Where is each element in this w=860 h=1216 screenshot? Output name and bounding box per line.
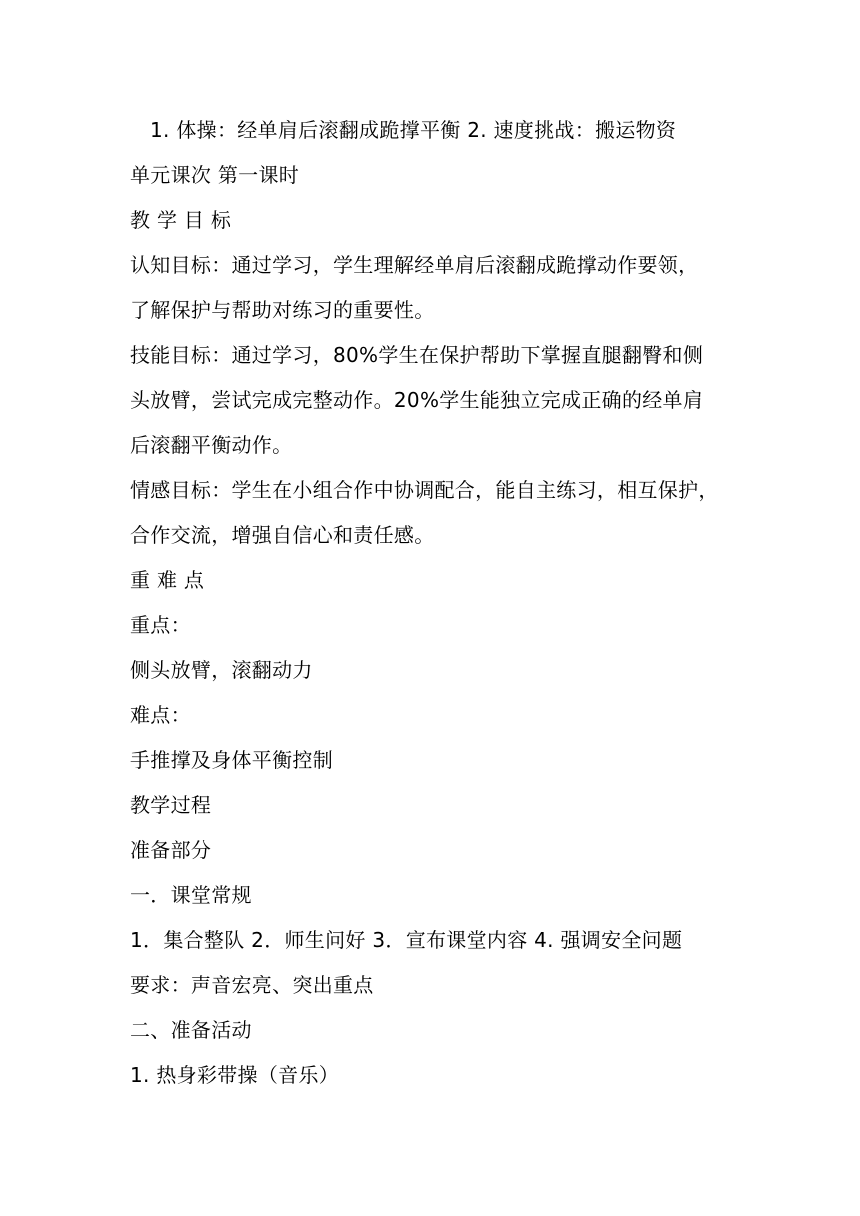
key-point-label: 重点：: [130, 613, 191, 637]
warmup-ribbon-exercise: 1. 热身彩带操（音乐）: [130, 1063, 340, 1087]
affective-objective-line-1: 情感目标：学生在小组合作中协调配合，能自主练习，相互保护，: [130, 478, 719, 502]
affective-objective-line-2: 合作交流，增强自信心和责任感。: [130, 523, 435, 547]
class-routine-requirements: 要求：声音宏亮、突出重点: [130, 973, 374, 997]
difficult-point-text: 手推撑及身体平衡控制: [130, 748, 333, 772]
teaching-process-heading: 教学过程: [130, 793, 212, 817]
key-point-text: 侧头放臂，滚翻动力: [130, 658, 313, 682]
unit-title-line: 1. 体操：经单肩后滚翻成跪撑平衡 2. 速度挑战：搬运物资: [150, 118, 677, 142]
class-routine-heading: 一．课堂常规: [130, 883, 252, 907]
skill-objective-line-2: 头放臂，尝试完成完整动作。20%学生能独立完成正确的经单肩: [130, 388, 704, 412]
cognitive-objective-line-2: 了解保护与帮助对练习的重要性。: [130, 298, 435, 322]
skill-objective-line-1: 技能目标：通过学习，80%学生在保护帮助下掌握直腿翻臀和侧: [130, 343, 704, 367]
skill-objective-line-3: 后滚翻平衡动作。: [130, 433, 293, 457]
document-body: [130, 108, 736, 1098]
key-difficult-heading: 重 难 点: [130, 568, 205, 592]
warmup-activity-heading: 二、准备活动: [130, 1018, 252, 1042]
difficult-point-label: 难点：: [130, 703, 191, 727]
cognitive-objective-line-1: 认知目标：通过学习，学生理解经单肩后滚翻成跪撑动作要领，: [130, 253, 699, 277]
preparation-section-heading: 准备部分: [130, 838, 212, 862]
objectives-heading: 教 学 目 标: [130, 208, 232, 232]
class-routine-steps: 1．集合整队 2．师生问好 3．宣布课堂内容 4. 强调安全问题: [130, 928, 683, 952]
lesson-number-line: 单元课次 第一课时: [130, 163, 300, 187]
